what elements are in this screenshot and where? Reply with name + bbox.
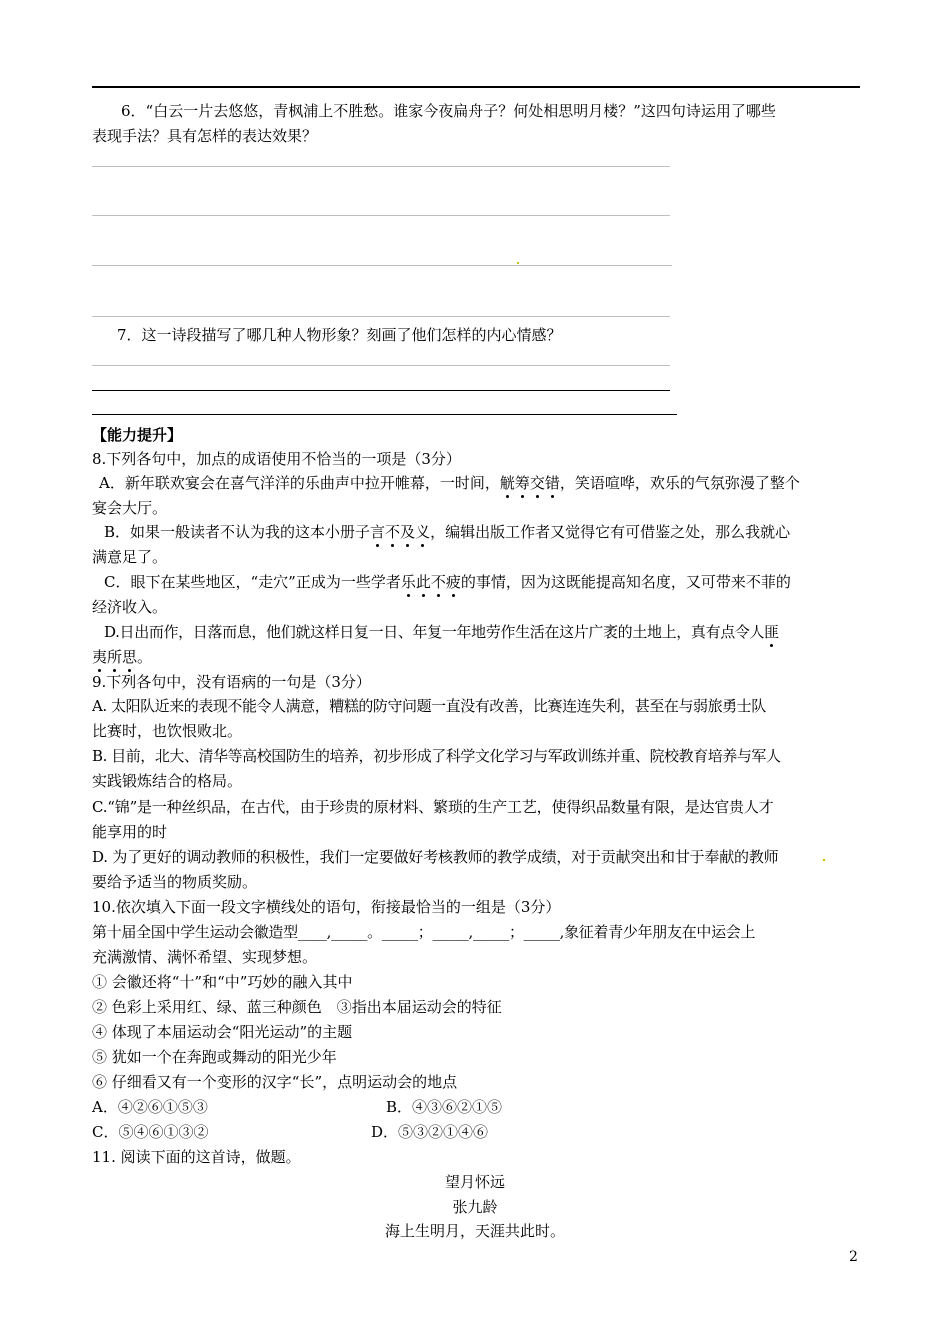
q9-option-d-line2: 要给予适当的物质奖励。	[92, 873, 258, 891]
answer-line	[92, 316, 670, 317]
q9-option-c-line1: C.“锦”是一种丝织品，在古代，由于珍贵的原材料、繁琐的生产工艺，使得织品数量有限，是达官贵人才	[92, 798, 774, 816]
q10-item-1: ① 会徽还将“十”和“中”巧妙的融入其中	[92, 973, 353, 991]
q8-option-a-line1	[99, 471, 800, 495]
section-title: 【能力提升】	[92, 426, 183, 444]
page-number: 2	[849, 1249, 858, 1265]
q8-option-d-line2	[92, 645, 152, 669]
q6-text-line2: 表现手法？具有怎样的表达效果？	[92, 127, 318, 145]
answer-line	[92, 265, 672, 266]
dotted-char: 疲	[446, 570, 461, 594]
poem-line: 海上生明月，天涯共此时。	[384, 1222, 565, 1240]
dotted-char: 夷	[92, 645, 107, 669]
q8-option-c-line1	[104, 570, 791, 594]
q8-option-b-line2: 满意足了。	[92, 548, 168, 566]
q10-passage-line2: 充满激情、满怀希望、实现梦想。	[92, 948, 318, 966]
dotted-char: 义	[415, 520, 430, 544]
q11-stem: 11. 阅读下面的这首诗，做题。	[92, 1148, 301, 1166]
q7-text: 7．这一诗段描写了哪几种人物形象？刻画了他们怎样的内心情感？	[117, 326, 562, 344]
q8-c-text: 的事情，因为这既能提高知名度，又可带来不菲的	[460, 573, 791, 591]
q10-item-4: ④ 体现了本届运动会“阳光运动”的主题	[92, 1023, 353, 1041]
q9-option-b-line1: B. 目前，北大、清华等高校国防生的培养，初步形成了科学文化学习与军政训练并重、院校教育培养与军人	[92, 747, 781, 765]
q10-choice-a: A．④②⑥①⑤③	[92, 1098, 208, 1116]
q8-option-b-line1	[104, 520, 790, 544]
answer-line	[92, 390, 670, 391]
dotted-char: 言	[370, 520, 385, 544]
q10-choice-b: B．④③⑥②①⑤	[386, 1098, 503, 1116]
dotted-char: 此	[416, 570, 431, 594]
dotted-char: 思	[122, 645, 137, 669]
dotted-char: 不	[385, 520, 400, 544]
top-rule	[92, 86, 860, 88]
dotted-char: 交	[530, 471, 545, 495]
dotted-char: 匪	[764, 620, 779, 644]
q8-a-text: ，笑语喧哗，欢乐的气氛弥漫了整个	[559, 474, 800, 492]
answer-line	[92, 166, 670, 167]
poem-author: 张九龄	[452, 1198, 498, 1216]
ink-speck	[823, 859, 825, 861]
dotted-char: 错	[545, 471, 560, 495]
dotted-char: 觥	[500, 471, 515, 495]
q8-d-text: D.日出而作，日落而息，他们就这样日复一日、年复一年地劳作生活在这片广袤的土地上，真有点令人	[104, 623, 765, 641]
q10-choice-d: D．⑤③②①④⑥	[371, 1123, 489, 1141]
dotted-char: 及	[400, 520, 415, 544]
q8-option-d-line1	[104, 620, 779, 644]
poem-title: 望月怀远	[444, 1173, 505, 1191]
answer-line	[92, 414, 677, 415]
q8-b-text: ，编辑出版工作者又觉得它有可借鉴之处，那么我就心	[430, 523, 791, 541]
q8-a-text: A．新年联欢宴会在喜气洋洋的乐曲声中拉开帷幕，一时间，	[99, 474, 500, 492]
ink-speck	[517, 262, 519, 264]
q10-item-2-3: ② 色彩上采用红、绿、蓝三种颜色 ③指出本届运动会的特征	[92, 998, 502, 1016]
q6-text-line1: 6．“白云一片去悠悠，青枫浦上不胜愁。谁家今夜扁舟子？何处相思明月楼？”这四句诗运用了哪些	[121, 102, 776, 120]
q8-option-a-line2: 宴会大厅。	[92, 499, 168, 517]
q10-item-5: ⑤ 犹如一个在奔跑或舞动的阳光少年	[92, 1048, 337, 1066]
answer-line	[92, 215, 670, 216]
answer-line	[92, 365, 670, 366]
q8-d-text: 。	[137, 648, 153, 666]
q9-option-c-line2: 能享用的时	[92, 823, 168, 841]
dotted-char: 乐	[401, 570, 416, 594]
q10-choice-c: C．⑤④⑥①③②	[92, 1123, 209, 1141]
q10-stem: 10.依次填入下面一段文字横线处的语句，衔接最恰当的一组是（3分）	[92, 898, 561, 916]
q9-stem: 9.下列各句中，没有语病的一句是（3分）	[92, 673, 371, 691]
q9-option-a-line1: A. 太阳队近来的表现不能令人满意，糟糕的防守问题一直没有改善，比赛连连失利，甚至在与弱旅勇士队	[92, 697, 766, 715]
q10-item-6: ⑥ 仔细看又有一个变形的汉字“长”，点明运动会的地点	[92, 1073, 458, 1091]
q9-option-b-line2: 实践锻炼结合的格局。	[92, 772, 243, 790]
dotted-char: 不	[431, 570, 446, 594]
q8-option-c-line2: 经济收入。	[92, 598, 168, 616]
q8-b-text: B．如果一般读者不认为我的这本小册子	[104, 523, 371, 541]
q8-c-text: C．眼下在某些地区，“走穴”正成为一些学者	[104, 573, 401, 591]
dotted-char: 所	[107, 645, 122, 669]
q8-stem: 8.下列各句中，加点的成语使用不恰当的一项是（3分）	[92, 450, 461, 468]
dotted-char: 筹	[515, 471, 530, 495]
q9-option-a-line2: 比赛时，也饮恨败北。	[92, 722, 243, 740]
q10-passage-line1: 第十届全国中学生运动会徽造型____,_____。_____；_____,_____；_____,象征着青少年朋友在中运会上	[92, 923, 756, 941]
q9-option-d-line1: D. 为了更好的调动教师的积极性，我们一定要做好考核教师的教学成绩，对于贡献突出和甘于奉献的教师	[92, 848, 779, 866]
